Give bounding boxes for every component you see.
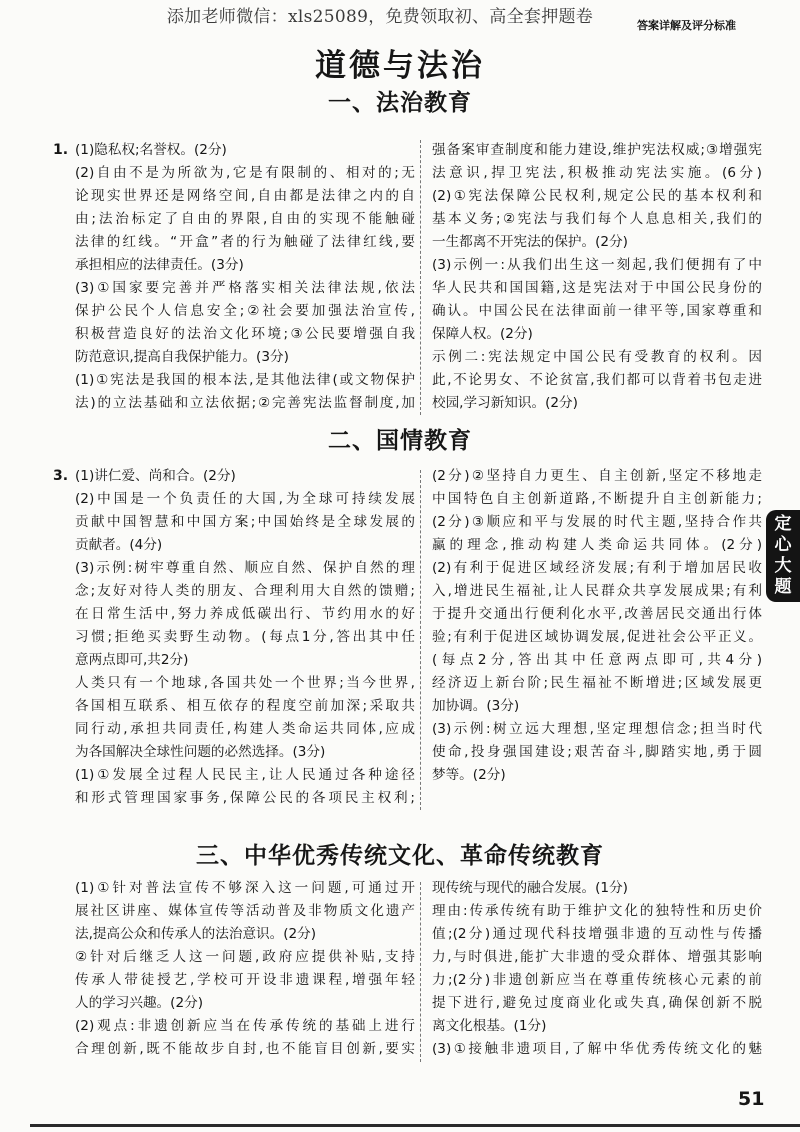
answer-text: 人的学习兴趣。(2分) bbox=[75, 995, 204, 1011]
answer-text: 保护公民个人信息安全;②社会要加强法治宣传, bbox=[75, 303, 415, 319]
answer-text: 强备案审查制度和能力建设,维护宪法权威;③增强宪 bbox=[432, 142, 762, 158]
answer-text: 离文化根基。(1分) bbox=[432, 1018, 547, 1034]
answer-line bbox=[432, 185, 762, 208]
answer-line bbox=[432, 695, 762, 718]
answer-line bbox=[432, 992, 762, 1015]
answer-line bbox=[432, 969, 762, 992]
page-number: 51 bbox=[738, 1088, 765, 1110]
answer-text: 值;(2分)通过现代科技增强非遗的互动性与传播 bbox=[432, 926, 762, 942]
answer-text: 现传统与现代的融合发展。(1分) bbox=[432, 880, 628, 896]
section-heading-3: 三、中华优秀传统文化、革命传统教育 bbox=[196, 843, 604, 869]
answer-text: (3)示例:树立远大理想,坚定理想信念;担当时代 bbox=[432, 721, 762, 737]
answer-line bbox=[75, 557, 415, 580]
answer-text: 赢的理念,推动构建人类命运共同体。(2分) bbox=[432, 537, 762, 553]
answer-text: 力;(2分)非遗创新应当在尊重传统核心元素的前 bbox=[432, 972, 762, 988]
answer-text: (2分)②坚持自力更生、自主创新,坚定不移地走 bbox=[432, 468, 762, 484]
answer-line bbox=[432, 946, 762, 969]
answer-text: 梦等。(2分) bbox=[432, 767, 506, 783]
answer-line bbox=[75, 603, 415, 626]
answer-line bbox=[75, 672, 415, 695]
answer-line bbox=[75, 764, 415, 787]
answer-text: (2)观点:非遗创新应当在传承传统的基础上进行 bbox=[75, 1018, 415, 1034]
bottom-rule bbox=[30, 1124, 800, 1127]
answer-line bbox=[75, 695, 415, 718]
answer-text: (1)①宪法是我国的根本法,是其他法律(或文物保护 bbox=[75, 372, 415, 388]
header-tag: 答案详解及评分标准 bbox=[637, 19, 736, 32]
answer-text: 法律的红线。“开盒”者的行为触碰了法律红线,要 bbox=[75, 234, 415, 250]
answer-text: 积极营造良好的法治文化环境;③公民要增强自我 bbox=[75, 326, 415, 342]
answer-text: 为各国解决全球性问题的必然选择。(3分) bbox=[75, 744, 326, 760]
answer-text: (2)中国是一个负责任的大国,为全球可持续发展 bbox=[75, 491, 415, 507]
answer-line bbox=[75, 992, 415, 1015]
watermark-label: 添加老师微信：xls25089，免费领取初、高全套押题卷 bbox=[166, 7, 594, 27]
answer-line bbox=[75, 900, 415, 923]
answer-text: 由;法治标定了自由的界限,自由的实现不能触碰 bbox=[75, 211, 415, 227]
answer-text: (2)有利于促进区域经济发展;有利于增加居民收 bbox=[432, 560, 762, 576]
answer-line bbox=[75, 511, 415, 534]
answer-line bbox=[432, 626, 762, 649]
section-heading-2: 二、国情教育 bbox=[328, 428, 472, 454]
answer-line bbox=[432, 139, 762, 162]
answer-line bbox=[432, 900, 762, 923]
answer-line bbox=[75, 1015, 415, 1038]
answer-line bbox=[432, 208, 762, 231]
answer-line bbox=[432, 465, 762, 488]
question-number: 3. bbox=[53, 468, 69, 484]
answer-text: 人类只有一个地球,各国共处一个世界;当今世界, bbox=[75, 675, 415, 691]
page-title: 道德与法治 bbox=[315, 48, 485, 84]
answer-text: 承担相应的法律责任。(3分) bbox=[75, 257, 244, 273]
answer-text: 论现实世界还是网络空间,自由都是法律之内的自 bbox=[75, 188, 415, 204]
answer-line bbox=[432, 323, 762, 346]
answer-line bbox=[432, 1015, 762, 1038]
answer-text: (2)自由不是为所欲为,它是有限制的、相对的;无 bbox=[75, 165, 415, 181]
answer-text: 意两点即可,共2分) bbox=[75, 652, 189, 668]
answer-line bbox=[75, 277, 415, 300]
answer-line bbox=[75, 369, 415, 392]
answer-line bbox=[75, 392, 415, 415]
answer-line bbox=[75, 300, 415, 323]
answer-text: 力,与时俱进,能扩大非遗的受众群体、增强其影响 bbox=[432, 949, 762, 965]
answer-line bbox=[432, 511, 762, 534]
answer-text: 入,增进民生福祉,让人民群众共享发展成果;有利 bbox=[432, 583, 762, 599]
answer-text: (2)①宪法保障公民权利,规定公民的基本权利和 bbox=[432, 188, 762, 204]
answer-text: 各国相互联系、相互依存的程度空前加深;采取共 bbox=[75, 698, 415, 714]
answer-text: 提下进行,避免过度商业化或失真,确保创新不脱 bbox=[432, 995, 762, 1011]
section-2-left-column bbox=[53, 465, 415, 810]
answer-text: 同行动,承担共同责任,构建人类命运共同体,应成 bbox=[75, 721, 415, 737]
section-1-left-column bbox=[53, 139, 415, 415]
answer-text: (3)①国家要完善并严格落实相关法律法规,依法 bbox=[75, 280, 415, 296]
section-3-right-column bbox=[432, 877, 762, 1061]
answer-text: (1)隐私权;名誉权。(2分) bbox=[75, 142, 227, 158]
side-tab-label bbox=[766, 510, 800, 602]
answer-line bbox=[75, 580, 415, 603]
answer-text: 法意识,捍卫宪法,积极推动宪法实施。(6分) bbox=[432, 165, 762, 181]
answer-line bbox=[75, 208, 415, 231]
question-number: 1. bbox=[53, 142, 69, 158]
answer-text: (3)示例一:从我们出生这一刻起,我们便拥有了中 bbox=[432, 257, 762, 273]
answer-line bbox=[432, 718, 762, 741]
answer-text: 传承人带徒授艺,学校可开设非遗课程,增强年轻 bbox=[75, 972, 415, 988]
section-heading-1: 一、法治教育 bbox=[328, 90, 472, 116]
answer-line bbox=[432, 162, 762, 185]
answer-line bbox=[75, 185, 415, 208]
side-tab-text: 定心大题 bbox=[774, 514, 792, 597]
answer-line bbox=[75, 346, 415, 369]
answer-text: ②针对后继乏人这一问题,政府应提供补贴,支持 bbox=[75, 949, 415, 965]
answer-line bbox=[75, 1038, 415, 1061]
section-1-right-column bbox=[432, 139, 762, 415]
answer-line bbox=[75, 877, 415, 900]
answer-text: 法,提高公众和传承人的法治意识。(2分) bbox=[75, 926, 317, 942]
answer-line bbox=[432, 557, 762, 580]
answer-text: 确认。中国公民在法律面前一律平等,国家尊重和 bbox=[432, 303, 762, 319]
answer-text: (3)示例:树牢尊重自然、顺应自然、保护自然的理 bbox=[75, 560, 415, 576]
answer-text: (每点2分,答出其中任意两点即可,共4分) bbox=[432, 652, 762, 668]
answer-text: 合理创新,既不能故步自封,也不能盲目创新,要实 bbox=[75, 1041, 415, 1057]
answer-text: 贡献中国智慧和中国方案;中国始终是全球发展的 bbox=[75, 514, 415, 530]
answer-text: 展社区讲座、媒体宣传等活动普及非物质文化遗产 bbox=[75, 903, 415, 919]
answer-line bbox=[53, 465, 415, 488]
answer-line bbox=[75, 649, 415, 672]
answer-text: (1)讲仁爱、尚和合。(2分) bbox=[75, 468, 236, 484]
answer-text: (1)①发展全过程人民民主,让人民通过各种途径 bbox=[75, 767, 415, 783]
answer-line bbox=[75, 254, 415, 277]
answer-line bbox=[432, 672, 762, 695]
answer-line bbox=[432, 764, 762, 787]
answer-line bbox=[75, 946, 415, 969]
answer-text: 加协调。(3分) bbox=[432, 698, 520, 714]
answer-line bbox=[75, 534, 415, 557]
answer-text: 基本义务;②宪法与我们每个人息息相关,我们的 bbox=[432, 211, 762, 227]
answer-line bbox=[432, 580, 762, 603]
answer-line bbox=[432, 254, 762, 277]
answer-line bbox=[432, 649, 762, 672]
answer-line bbox=[75, 969, 415, 992]
answer-text: 防范意识,提高自我保护能力。(3分) bbox=[75, 349, 289, 365]
answer-line bbox=[75, 162, 415, 185]
answer-text: 贡献者。(4分) bbox=[75, 537, 163, 553]
answer-text: 理由:传承传统有助于维护文化的独特性和历史价 bbox=[432, 903, 762, 919]
answer-text: 习惯;拒绝买卖野生动物。(每点1分,答出其中任 bbox=[75, 629, 415, 645]
answer-text: 中国特色自主创新道路,不断提升自主创新能力; bbox=[432, 491, 762, 507]
answer-text: 经济迈上新台阶;民生福祉不断增进;区域发展更 bbox=[432, 675, 762, 691]
answer-line bbox=[432, 277, 762, 300]
answer-line bbox=[432, 923, 762, 946]
answer-text: 念;友好对待人类的朋友、合理利用大自然的馈赠; bbox=[75, 583, 415, 599]
answer-text: 一生都离不开宪法的保护。(2分) bbox=[432, 234, 628, 250]
answer-line bbox=[75, 231, 415, 254]
answer-line bbox=[432, 1038, 762, 1061]
answer-line bbox=[432, 603, 762, 626]
answer-text: 此,不论男女、不论贫富,我们都可以背着书包走进 bbox=[432, 372, 762, 388]
answer-text: 于提升交通出行便利化水平,改善居民交通出行体 bbox=[432, 606, 762, 622]
answer-line bbox=[75, 323, 415, 346]
answer-line bbox=[432, 300, 762, 323]
answer-line bbox=[75, 741, 415, 764]
answer-line bbox=[432, 534, 762, 557]
answer-line bbox=[432, 392, 762, 415]
answer-line bbox=[75, 488, 415, 511]
section-2-right-column bbox=[432, 465, 762, 787]
answer-line bbox=[432, 488, 762, 511]
answer-text: (1)①针对普法宣传不够深入这一问题,可通过开 bbox=[75, 880, 415, 896]
answer-text: 示例二:宪法规定中国公民有受教育的权利。因 bbox=[432, 349, 762, 365]
section-3-left-column bbox=[75, 877, 415, 1061]
answer-line bbox=[432, 231, 762, 254]
column-divider bbox=[420, 140, 421, 415]
answer-text: (3)①接触非遗项目,了解中华优秀传统文化的魅 bbox=[432, 1041, 762, 1057]
answer-text: 校园,学习新知识。(2分) bbox=[432, 395, 578, 411]
answer-line bbox=[432, 877, 762, 900]
answer-line bbox=[432, 346, 762, 369]
answer-text: (2分)③顺应和平与发展的时代主题,坚持合作共 bbox=[432, 514, 762, 530]
answer-text: 使命,投身强国建设;艰苦奋斗,脚踏实地,勇于圆 bbox=[432, 744, 762, 760]
answer-text: 法)的立法基础和立法依据;②完善宪法监督制度,加 bbox=[75, 395, 415, 411]
answer-line bbox=[75, 626, 415, 649]
answer-text: 保障人权。(2分) bbox=[432, 326, 533, 342]
answer-line bbox=[432, 741, 762, 764]
answer-text: 和形式管理国家事务,保障公民的各项民主权利; bbox=[75, 790, 415, 806]
answer-text: 华人民共和国国籍,这是宪法对于中国公民身份的 bbox=[432, 280, 762, 296]
answer-line bbox=[53, 139, 415, 162]
answer-text: 在日常生活中,努力养成低碳出行、节约用水的好 bbox=[75, 606, 415, 622]
column-divider bbox=[420, 882, 421, 1062]
answer-text: 验;有利于促进区域协调发展,促进社会公平正义。 bbox=[432, 629, 762, 645]
answer-line bbox=[75, 787, 415, 810]
column-divider bbox=[420, 470, 421, 810]
answer-line bbox=[75, 923, 415, 946]
answer-line bbox=[75, 718, 415, 741]
answer-line bbox=[432, 369, 762, 392]
